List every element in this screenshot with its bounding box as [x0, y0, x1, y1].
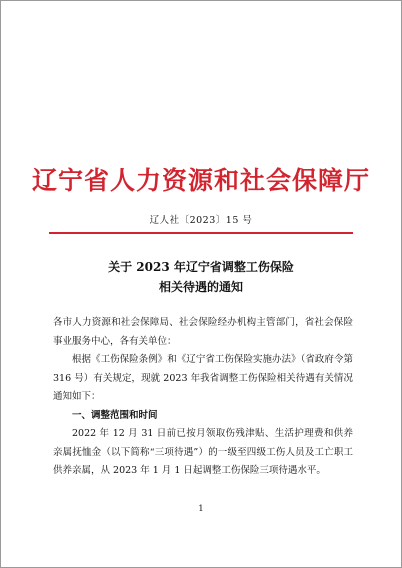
title-line-1: 关于 2023 年辽宁省调整工伤保险: [108, 260, 294, 274]
header-red-divider: [49, 232, 353, 234]
document-number: 辽人社〔2023〕15 号: [149, 215, 253, 226]
document-header-org: 辽宁省人力资源和社会保障厅: [31, 166, 370, 195]
document-body: [53, 314, 353, 481]
document-title: [1, 257, 401, 297]
paragraph-2: 2022 年 12 月 31 日前已按月领取伤残津贴、生活护理费和供养亲属抚恤金（以下简称“三项待遇”）的一级至四级工伤人员及工亡职工供养亲属，从 2023 年 1 月 1 日起调整工伤保险三项待遇水平。: [53, 428, 353, 476]
title-line-2: 相关待遇的通知: [158, 280, 243, 294]
salutation: 各市人力资源和社会保障局、社会保险经办机构主管部门，省社会保险事业服务中心，各有关单位：: [53, 317, 353, 347]
section-heading-1: 一、调整范围和时间: [72, 409, 158, 421]
paragraph-1: 根据《工伤保险条例》和《辽宁省工伤保险实施办法》（省政府令第 316 号）有关规定，现就 2023 年我省调整工伤保险相关待遇有关情况通知如下：: [53, 354, 353, 402]
page-number: 1: [198, 504, 204, 514]
